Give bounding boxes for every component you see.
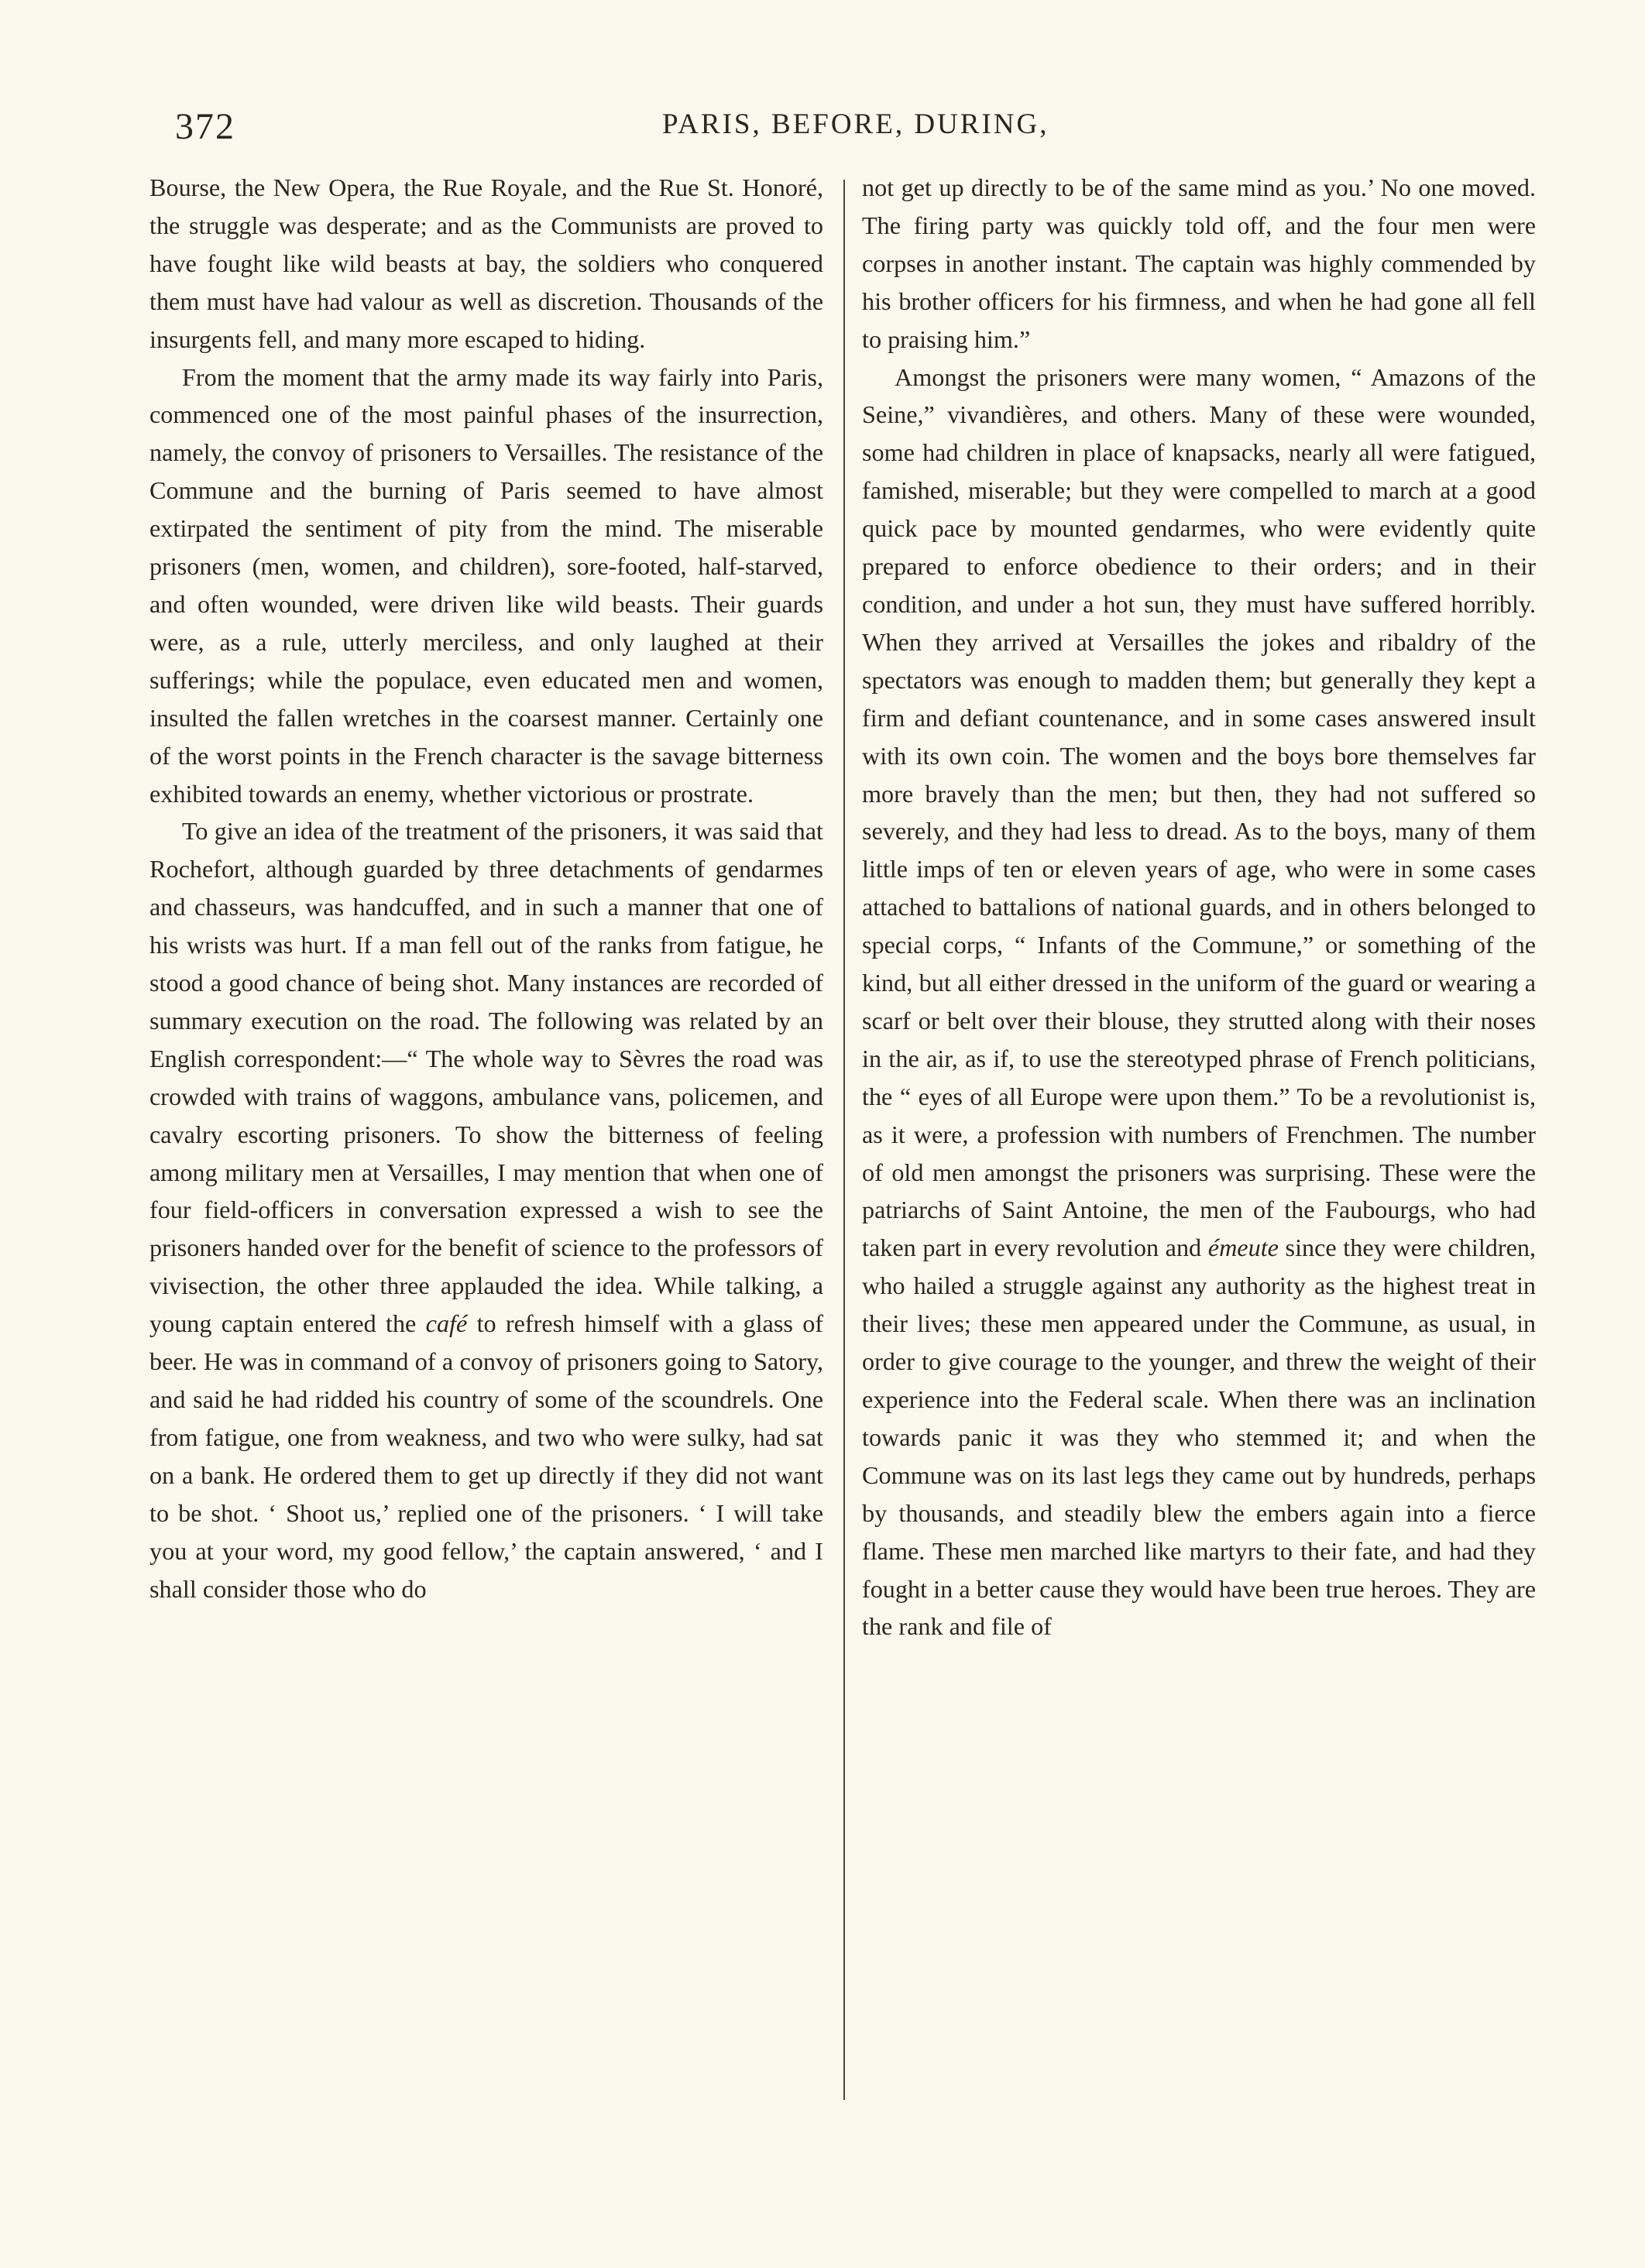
right-column	[862, 169, 1536, 1645]
left-column	[149, 169, 823, 1608]
paragraph: Bourse, the New Opera, the Rue Royale, and the Rue St. Honoré, the struggle was desperate; and as the Communists are proved to have fought like wild beasts at bay, the soldiers who conquered them must have had valour as well as discretion. Thousands of the insurgents fell, and many more escaped to hiding.	[149, 173, 823, 353]
paragraph	[862, 359, 1536, 1646]
italic-word: émeute	[1207, 1234, 1279, 1262]
text-run: Amongst the prisoners were many women, “ Amazons of the Seine,” vivandières, and others. Many of these were wounded, some had children in place of knapsacks, nearly all were fatigued, famished, miserable; but they were compelled to march at a good quick pace by mounted gendarmes, who were evidently quite prepared to enforce obedience to their orders; and in their condition, and under a hot sun, they must have suffered horribly. When they arrived at Versailles the jokes and ribaldry of the spectators was enough to madden them; but generally they kept a firm and defiant countenance, and in some cases answered insult with its own coin. The women and the boys bore themselves far more bravely than the men; but then, they had not suffered so severely, and they had less to dread. As to the boys, many of them little imps of ten or eleven years of age, who were in some cases attached to battalions of national guards, and in others belonged to special corps, “ Infants of the Commune,” or something of the kind, but all either dressed in the uniform of the guard or wearing a scarf or belt over their blouse, they strutted along with their noses in the air, as if, to use the stereotyped phrase of French politicians, the “ eyes of all Europe were upon them.” To be a revolutionist is, as it were, a profession with numbers of Frenchmen. The number of old men amongst the prisoners was surprising. These were the patriarchs of Saint Antoine, the men of the Faubourgs, who had taken part in every revolution and	[862, 362, 1536, 1262]
column-divider	[843, 180, 845, 2100]
paragraph: not get up directly to be of the same mind as you.’ No one moved. The firing party was quickly told off, and the four men were corpses in another instant. The captain was highly commended by his brother officers for his firmness, and when he had gone all fell to praising him.”	[862, 173, 1536, 353]
page-number: 372	[175, 106, 235, 147]
running-title: PARIS, BEFORE, DURING,	[662, 108, 1049, 140]
page-header	[0, 0, 1645, 170]
paragraph	[149, 812, 823, 1608]
text-run: to refresh himself with a glass of beer. He was in command of a convoy of prisoners going to Satory, and said he had ridded his country of some of the scoundrels. One from fatigue, one from weakness, and two who were sulky, had sat on a bank. He ordered them to get up directly if they did not want to be shot. ‘ Shoot us,’ replied one of the prisoners. ‘ I will take you at your word, my good fellow,’ the captain answered, ‘ and I shall consider those who do	[149, 1309, 824, 1603]
text-run: To give an idea of the treatment of the prisoners, it was said that Rochefort, although guarded by three detachments of gendarmes and chasseurs, was handcuffed, and in such a manner that one of his wrists was hurt. If a man fell out of the ranks from fatigue, he stood a good chance of being shot. Many instances are recorded of summary execution on the road. The following was related by an English correspondent:—“ The whole way to Sèvres the road was crowded with trains of waggons, ambulance vans, policemen, and cavalry escorting prisoners. To show the bitterness of feeling among military men at Versailles, I may mention that when one of four field-officers in conversation expressed a wish to see the prisoners handed over for the benefit of science to the professors of vivisection, the other three applauded the idea. While talking, a young captain entered the	[149, 817, 823, 1338]
italic-word: café	[425, 1309, 468, 1338]
text-run: since they were children, who hailed a struggle against any authority as the highest treat in their lives; these men appeared under the Commune, as usual, in order to give courage to the younger, and threw the weight of their experience into the Federal scale. When there was an inclination towards panic it was they who stemmed it; and when the Commune was on its last legs they came out by hundreds, perhaps by thousands, and steadily blew the embers again into a fierce flame. These men marched like martyrs to their fate, and had they fought in a better cause they would have been true heroes. They are the rank and file of	[862, 1234, 1537, 1641]
paragraph: From the moment that the army made its way fairly into Paris, commenced one of the most painful phases of the insurrection, namely, the convoy of prisoners to Versailles. The resistance of the Commune and the burning of Paris seemed to have almost extirpated the sentiment of pity from the mind. The miserable prisoners (men, women, and children), sore-footed, half-starved, and often wounded, were driven like wild beasts. Their guards were, as a rule, utterly merciless, and only laughed at their sufferings; while the populace, even educated men and women, insulted the fallen wretches in the coarsest manner. Certainly one of the worst points in the French character is the savage bitterness exhibited towards an enemy, whether victorious or prostrate.	[149, 362, 823, 808]
